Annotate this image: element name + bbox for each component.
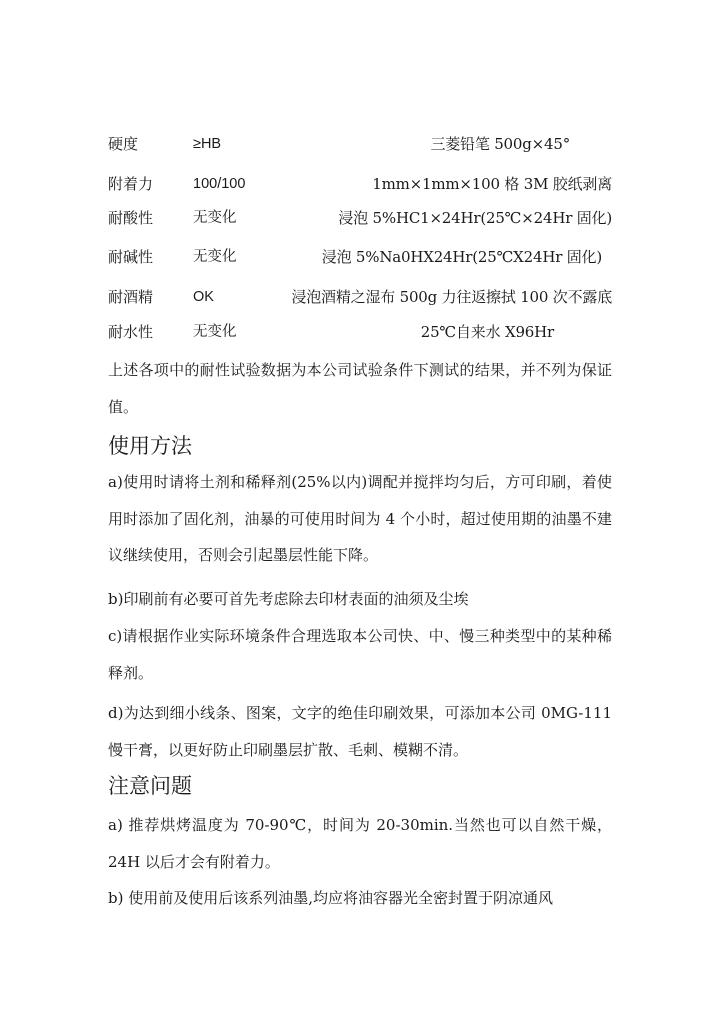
property-condition: 三菱铅笔 500g×45° [430,135,570,153]
property-value: 100/100 [193,176,246,192]
property-name: 硬度 [108,135,139,153]
notes-heading: 注意问题 [108,774,192,798]
property-name: 附着力 [108,175,154,193]
usage-item-a: a)使用时请将土剂和稀释剂(25%以内)调配并搅拌均匀后，方可印刷，着使用时添加了固化剂，油暴的可使用时间为 4 个小时，超过使用期的油墨不建议继续使用，否则会引起墨层性能下降。 [108,473,612,564]
disclaimer-text: 上述各项中的耐性试验数据为本公司试验条件下测试的结果，并不列为保证值。 [108,361,612,416]
property-row-adhesion [108,169,612,199]
property-row-water-resistance [108,317,612,347]
property-row-alkali-resistance [108,242,612,272]
notes-item-a: a) 推荐烘烤温度为 70-90℃，时间为 20-30min.当然也可以自然干燥，24H 以后才会有附着力。 [108,816,612,871]
property-condition: 浸泡 5%HC1×24Hr(25℃×24Hr 固化) [338,209,612,227]
property-row-acid-resistance [108,203,612,233]
property-value: 无变化 [193,249,237,265]
property-condition: 1mm×1mm×100 格 3M 胶纸剥离 [372,175,612,193]
usage-item-d: d)为达到细小线条、图案，文字的绝佳印刷效果，可添加本公司 0MG-111 慢干膏，以更好防止印刷墨层扩散、毛刺、模糊不清。 [108,704,612,759]
usage-item-b: b)印刷前有必要可首先考虑除去印材表面的油须及尘埃 [108,590,469,608]
property-condition: 浸泡酒精之湿布 500g 力往返擦拭 100 次不露底 [291,288,612,306]
property-name: 耐碱性 [108,248,154,266]
property-name: 耐水性 [108,323,154,341]
property-value: ≥HB [193,136,222,152]
property-name: 耐酸性 [108,209,154,227]
property-value: 无变化 [193,324,237,340]
notes-item-b: b) 使用前及使用后该系列油墨,均应将油容器光全密封置于阴凉通风 [108,889,553,907]
property-value: OK [193,289,214,305]
property-condition: 浸泡 5%Na0HX24Hr(25℃X24Hr 固化) [321,248,602,266]
property-name: 耐酒精 [108,288,154,306]
property-value: 无变化 [193,210,237,226]
property-row-alcohol-resistance [108,282,612,312]
usage-item-c: c)请根据作业实际环境条件合理选取本公司快、中、慢三种类型中的某种稀释剂。 [108,627,612,682]
property-row-hardness [108,129,612,159]
usage-heading: 使用方法 [108,434,192,458]
property-condition: 25℃自来水 X96Hr [420,323,554,341]
